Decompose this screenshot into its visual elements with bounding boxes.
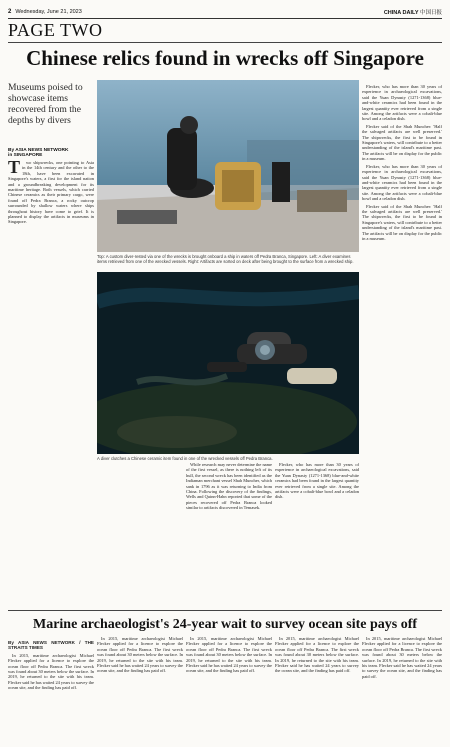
story-column-2c: Flecker, who has more than 30 years of experience in archaeological excavations, said the Yuan Dynasty (1271-1368) blue-and-white ceramics had been found in the largest quantity ever retrieved from a single site. Among the artifacts were a cobalt-blue bowl and a celadon dish. [275, 462, 359, 500]
story2-column-1: By ASIA NEWS NETWORK / THE STRAITS TIMES In 2015, maritime archaeologist Michael Flecker applied for a licence to explore the ocean floor off Pedra Branca. The first wreck was found about 30 meters below the surface. In 2019, he returned to the site with his team. Flecker said he has waited 24 years to survey the ocean site, and the finding has paid off. [8, 640, 94, 691]
photo-image [97, 80, 359, 252]
secondary-headline: Marine archaeologist's 24-year wait to survey ocean site pays off [32, 617, 418, 632]
drop-cap: T [8, 160, 21, 177]
byline: By ASIA NEWS NETWORK in SINGAPORE [8, 148, 69, 158]
photo-diver-underwater [97, 272, 359, 454]
photo-divers-onboard [97, 80, 359, 252]
divider-story2 [8, 610, 442, 611]
section-title: PAGE TWO [8, 20, 103, 40]
story2-column-5: In 2015, maritime archaeologist Michael Flecker applied for a licence to explore the ocean floor off Pedra Branca. The first wreck was found about 30 meters below the surface. In 2019, he returned to the site with his team. Flecker said he has waited 24 years to survey the ocean site, and the finding has paid off. [362, 636, 442, 679]
story-column-2b: While research may never determine the name of the first vessel, as there is nothing left of its hull, the second wreck has been identified as the Indiaman merchant vessel Shah Muncher, which sank in 1796 as it was returning to India from China. Following the discovery of the findings, Wells and Quinn-Hahn reported that some of the pieces recovered off Pedra Branca looked similar to artifacts discovered in Temasek. [186, 462, 272, 511]
photo-image-underwater [97, 272, 359, 454]
divider [8, 42, 442, 43]
story-dek: Museums poised to showcase items recovered from the depths by divers [8, 82, 83, 126]
story2-column-3: In 2015, maritime archaeologist Michael Flecker applied for a licence to explore the ocean floor off Pedra Branca. The first wreck was found about 30 meters below the surface. In 2019, he returned to the site with his team. Flecker said he has waited 24 years to survey the ocean site, and the finding has paid off. [186, 636, 272, 674]
page-number: 2 [8, 9, 12, 15]
publication-name: CHINA DAILY 中国日报 [383, 10, 442, 16]
story2-byline: By ASIA NEWS NETWORK / THE STRAITS TIMES [8, 640, 94, 651]
photo-caption-left: A diver clutches a Chinese ceramic item found in one of the wrecked vessels off Pedra Branca. [97, 456, 273, 461]
story-column-1: T wo shipwrecks, one pointing to Asia in the 14th century and the other to the 18th, have been excavated in Singapore's waters, a first for the island nation and a groundbreaking development for its maritime heritage. Both vessels, which carried Chinese ceramics as their primary cargo, were found off Pedra Branca, a rocky outcrop surrounded by shallow waters where ships throughout history have come to grief. It is planned to display the artifacts in museums in Singapore. [8, 160, 94, 225]
story2-column-2: In 2015, maritime archaeologist Michael Flecker applied for a licence to explore the ocean floor off Pedra Branca. The first wreck was found about 30 meters below the surface. In 2019, he returned to the site with his team. Flecker said he has waited 24 years to survey the ocean site, and the finding has paid off. [97, 636, 183, 674]
issue-date: Wednesday, June 21, 2023 [15, 9, 82, 15]
main-headline: Chinese relics found in wrecks off Singapore [26, 46, 424, 70]
story-column-right: Flecker, who has more than 30 years of experience in archaeological excavations, said the Yuan Dynasty (1271-1368) blue-and-white ceramics had been found in the largest quantity ever retrieved from a single site. Among the artifacts were a cobalt-blue bowl and a celadon dish. Flecker said of the Shah Muncher: 'Half the salvaged artifacts are well preserved.' The shipwrecks, the first to be found in Singapore's waters, will contribute to a better understanding of the island's maritime past. The artifacts will be on display for the public in a museum. Flecker, who has more than 30 years of experience in archaeological excavations, said the Yuan Dynasty (1271-1368) blue-and-white ceramics had been found in the largest quantity ever retrieved from a single site. Among the artifacts were a cobalt-blue bowl and a celadon dish. Flecker said of the Shah Muncher: 'Half the salvaged artifacts are well preserved.' The shipwrecks, the first to be found in Singapore's waters, will contribute to a better understanding of the island's maritime past. The artifacts will be on display for the public in a museum. [362, 84, 442, 241]
photo-caption-top: Top: A custom diver-rested via one of the wrecks is brought onboard a ship in waters off Pedra Branca, Singapore. Left: A diver examines items retrieved from one of the wrecked vessels. Right: Artifacts are sorted on deck after being brought to the surface from a wrecked ship. [97, 254, 354, 264]
story2-column-4: In 2015, maritime archaeologist Michael Flecker applied for a licence to explore the ocean floor off Pedra Branca. The first wreck was found about 30 meters below the surface. In 2019, he returned to the site with his team. Flecker said he has waited 24 years to survey the ocean site, and the finding has paid off. [275, 636, 359, 674]
page-header [8, 6, 442, 19]
